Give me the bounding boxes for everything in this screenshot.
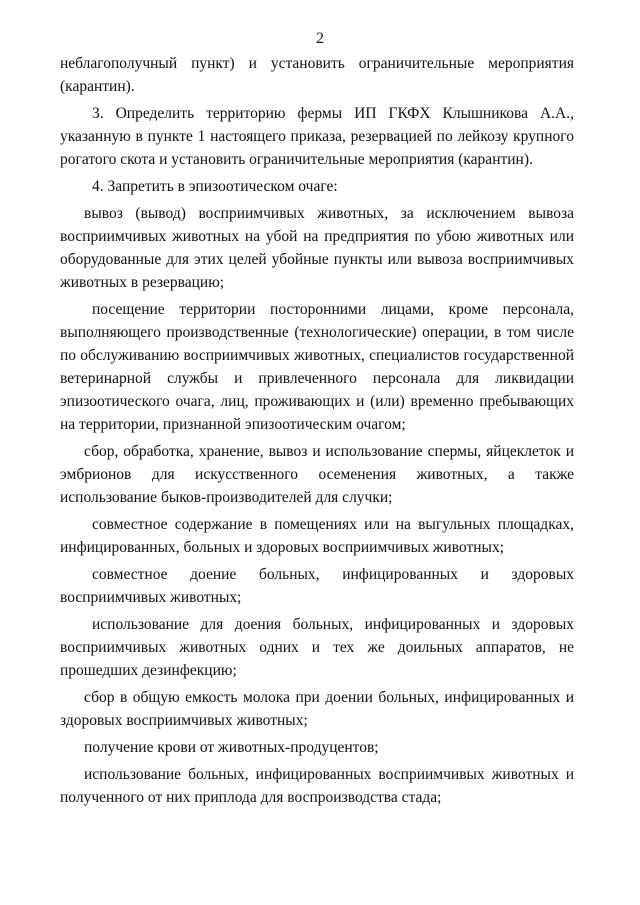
- prohibition-reproduction: использование больных, инфицированных восприимчивых животных и полученного от них приплода для воспроизводства стада;: [60, 766, 574, 806]
- prohibition-joint-milking: совместное доение больных, инфицированных и здоровых восприимчивых животных;: [60, 566, 574, 606]
- document-body: [60, 52, 574, 813]
- prohibition-milk-collection: сбор в общую емкость молока при доении больных, инфицированных и здоровых восприимчивых животных;: [60, 689, 574, 729]
- page-number: 2: [316, 30, 324, 47]
- prohibition-sperm: сбор, обработка, хранение, вывоз и использование спермы, яйцеклеток и эмбрионов для искусственного осеменения животных, а также использование быков-производителей для случки;: [60, 443, 574, 506]
- prohibition-milking-machines: использование для доения больных, инфицированных и здоровых восприимчивых животных одних и тех же доильных аппаратов, не прошедших дезинфекцию;: [60, 616, 574, 679]
- paragraph-item-3: 3. Определить территорию фермы ИП ГКФХ Клышникова А.А., указанную в пункте 1 настоящего приказа, резервацией по лейкозу крупного рогатого скота и установить ограничительные мероприятия (карантин).: [60, 105, 574, 168]
- prohibition-joint-keeping: совместное содержание в помещениях или на выгульных площадках, инфицированных, больных и здоровых восприимчивых животных;: [60, 516, 574, 556]
- prohibition-export: вывоз (вывод) восприимчивых животных, за исключением вывоза восприимчивых животных на убой на предприятия по убою животных или оборудованные для этих целей убойные пункты или вывоза восприимчивых животных в резервацию;: [60, 205, 574, 291]
- prohibition-visits: посещение территории посторонними лицами, кроме персонала, выполняющего производственные (технологические) операции, в том числе по обслуживанию восприимчивых животных, специалистов государственной ветеринарной службы и привлеченного персонала для ликвидации эпизоотического очага, лиц, проживающих и (или) временно пребывающих на территории, признанной эпизоотическим очагом;: [60, 301, 574, 433]
- paragraph-continuation: неблагополучный пункт) и установить ограничительные мероприятия (карантин).: [60, 55, 574, 95]
- prohibition-blood: получение крови от животных-продуцентов;: [84, 739, 379, 756]
- paragraph-item-4: 4. Запретить в эпизоотическом очаге:: [92, 178, 338, 195]
